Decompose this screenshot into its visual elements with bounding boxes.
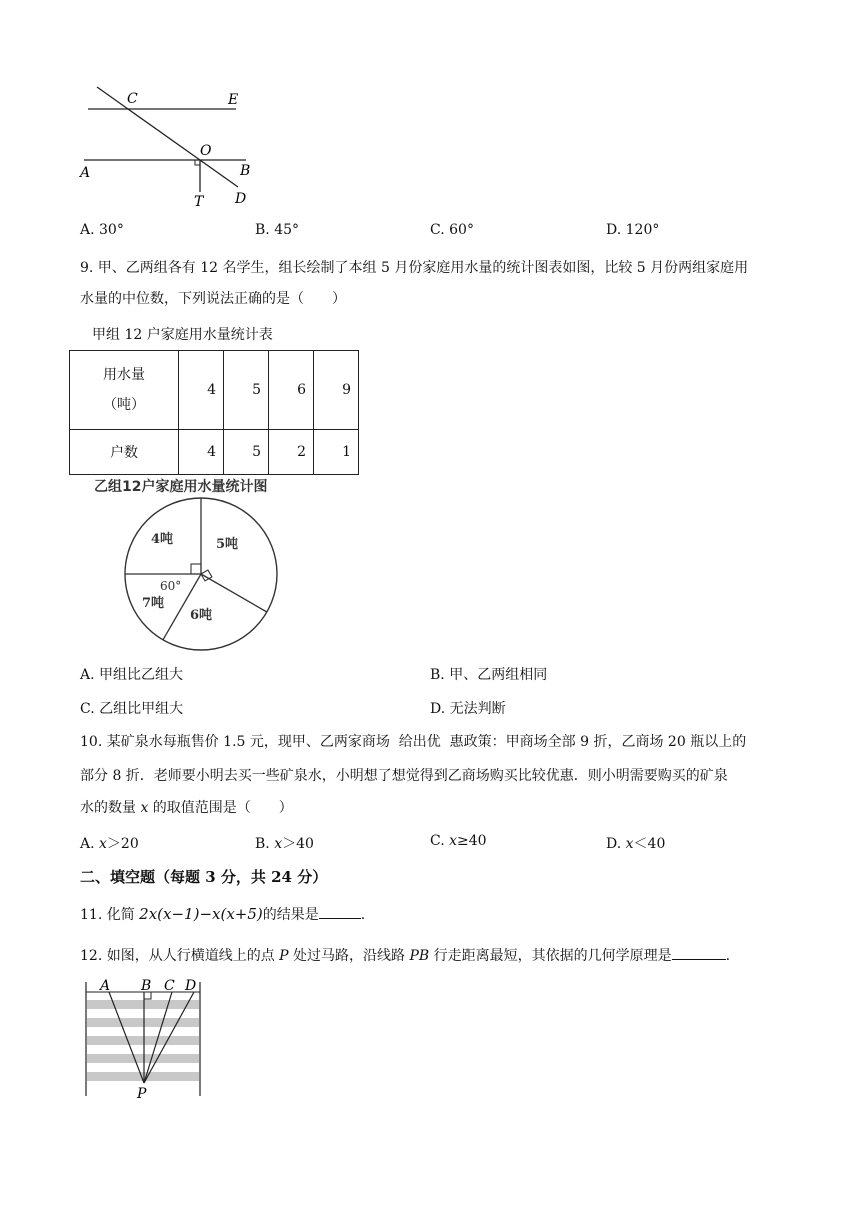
table-cell: 1 (314, 430, 359, 475)
table-cell: 5 (224, 351, 269, 430)
section-heading-fill-in: 二、填空题（每题 3 分，共 24 分） (80, 868, 328, 886)
q10-option-b: B. x＞40 (255, 836, 314, 852)
angle-annotation: 60° (160, 579, 182, 593)
q8-option-c: C. 60° (430, 222, 474, 238)
figure-q12-crosswalk (80, 978, 210, 1100)
q8-option-b: B. 45° (255, 222, 300, 238)
q10-option-a: A. x＞20 (80, 836, 139, 852)
label-a: A (100, 978, 111, 994)
q9-option-c: C. 乙组比甲组大 (80, 701, 184, 717)
crosswalk-stripe (87, 1036, 199, 1045)
table-header-households: 户数 (70, 430, 179, 475)
label-o: O (200, 143, 212, 159)
pie-chart (118, 496, 284, 652)
table-header-usage: 用水量 （吨） (70, 351, 179, 430)
q12-answer-blank[interactable] (672, 945, 726, 960)
figure-q8-lines (70, 84, 270, 214)
q12: 12. 如图，从人行横道线上的点 P 处过马路，沿线路 PB 行走距离最短，其依据的几何学原理是 . (80, 944, 730, 968)
label-c: C (127, 91, 138, 107)
label-t: T (194, 194, 204, 210)
label-c: C (164, 978, 175, 994)
q10-line1: 10. 某矿泉水每瓶售价 1.5 元，现甲、乙两家商场 给出优 惠政策：甲商场全部 9 折，乙商场 20 瓶以上的 (80, 734, 747, 750)
label-d: D (185, 978, 197, 994)
crosswalk-stripe (87, 1054, 199, 1063)
label-e: E (228, 92, 239, 108)
crosswalk-stripe (87, 1000, 199, 1009)
label-b: B (141, 978, 152, 994)
q9-option-b: B. 甲、乙两组相同 (430, 667, 548, 683)
water-usage-table (69, 350, 359, 475)
label-d: D (235, 191, 247, 207)
crosswalk-stripes (87, 1000, 199, 1081)
q8-option-d: D. 120° (606, 222, 660, 238)
label-p: P (137, 1086, 147, 1100)
q9-line1: 9. 甲、乙两组各有 12 名学生，组长绘制了本组 5 月份家庭用水量的统计图表如图，比较 5 月份两组家庭用 (80, 260, 749, 276)
slice-label-6t: 6吨 (190, 608, 213, 623)
table-cell: 4 (179, 430, 224, 475)
q11: 11. 化简 2x(x−1)−x(x+5)的结果是 . (80, 905, 366, 923)
slice-label-7t: 7吨 (142, 596, 165, 611)
q10-line2: 部分 8 折．老师要小明去买一些矿泉水，小明想了想觉得到乙商场购买比较优惠．则小明需要购买的矿泉 (80, 768, 728, 784)
q10-line3: 水的数量 x 的取值范围是（ ） (80, 800, 293, 816)
slice-label-4t: 4吨 (151, 532, 174, 547)
q9-option-a: A. 甲组比乙组大 (80, 667, 184, 683)
table-cell: 6 (269, 351, 314, 430)
q8-option-a: A. 30° (80, 222, 124, 238)
pie-slice-boundary (201, 574, 267, 612)
table-cell: 9 (314, 351, 359, 430)
q9-line2: 水量的中位数，下列说法正确的是（ ） (80, 291, 346, 307)
q10-option-c: C. x≥40 (430, 833, 487, 849)
q9-option-d: D. 无法判断 (430, 701, 506, 717)
table-cell: 5 (224, 430, 269, 475)
q11-expression: 2x(x−1)−x(x+5) (139, 905, 263, 923)
pie-chart-title: 乙组12户家庭用水量统计图 (94, 479, 268, 495)
crosswalk-stripe (87, 1018, 199, 1027)
q9-table-title: 甲组 12 户家庭用水量统计表 (92, 327, 273, 343)
table-cell: 4 (179, 351, 224, 430)
q11-answer-blank[interactable] (319, 904, 361, 919)
table-cell: 2 (269, 430, 314, 475)
label-b: B (240, 163, 251, 179)
right-angle-mark-left (191, 564, 201, 574)
label-a: A (80, 165, 91, 181)
q10-option-d: D. x＜40 (606, 836, 666, 852)
slice-label-5t: 5吨 (216, 537, 239, 552)
